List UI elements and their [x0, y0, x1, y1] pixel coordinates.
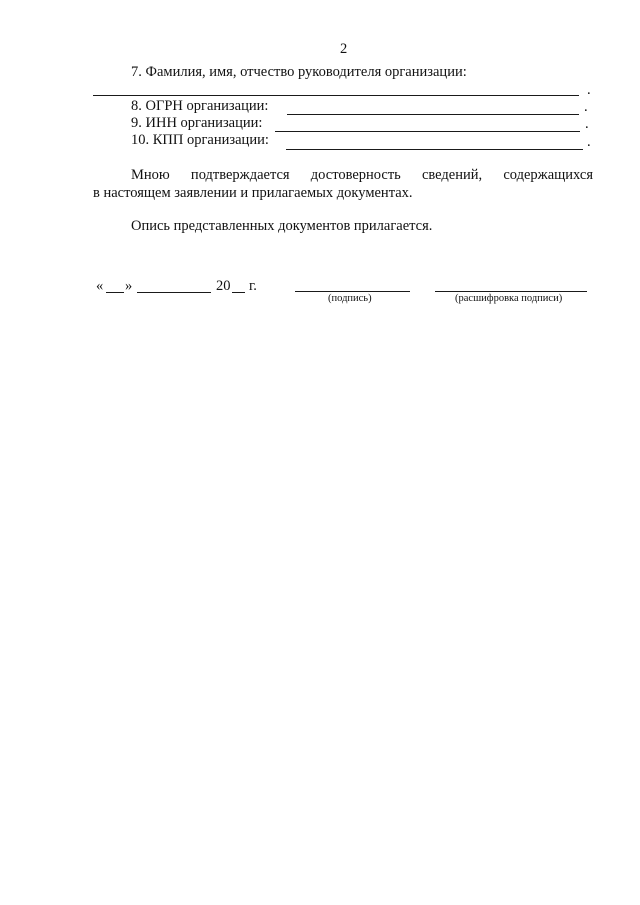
- page-number: 2: [340, 41, 348, 57]
- ogrn-line: [287, 114, 579, 115]
- signature-line: [295, 291, 410, 292]
- inn-dot: .: [585, 116, 589, 132]
- decoding-caption: (расшифровка подписи): [455, 293, 563, 304]
- ogrn-label: 8. ОГРН организации:: [131, 98, 269, 114]
- date-open-quote: «: [96, 278, 104, 294]
- kpp-line: [286, 149, 583, 150]
- head-name-label: 7. Фамилия, имя, отчество руководителя организации:: [131, 64, 467, 80]
- kpp-label: 10. КПП организации:: [131, 132, 269, 148]
- day-line: [106, 292, 124, 293]
- statement-paragraph: [93, 166, 593, 202]
- year-line: [232, 292, 245, 293]
- inn-line: [275, 131, 580, 132]
- kpp-dot: .: [587, 134, 591, 150]
- statement-line-2: в настоящем заявлении и прилагаемых документах.: [93, 185, 413, 201]
- year-suffix: г.: [249, 278, 257, 294]
- head-name-line: [93, 95, 579, 96]
- date-close-quote: »: [125, 278, 133, 294]
- inventory-note: Опись представленных документов прилагается.: [131, 218, 433, 234]
- statement-line-1: Мною подтверждается достоверность сведений, содержащихся: [131, 167, 593, 183]
- signature-caption: (подпись): [328, 293, 372, 304]
- decoding-line: [435, 291, 587, 292]
- inn-label: 9. ИНН организации:: [131, 115, 263, 131]
- year-prefix: 20: [216, 278, 231, 294]
- month-line: [137, 292, 211, 293]
- head-name-dot: .: [587, 82, 591, 98]
- ogrn-dot: .: [584, 99, 588, 115]
